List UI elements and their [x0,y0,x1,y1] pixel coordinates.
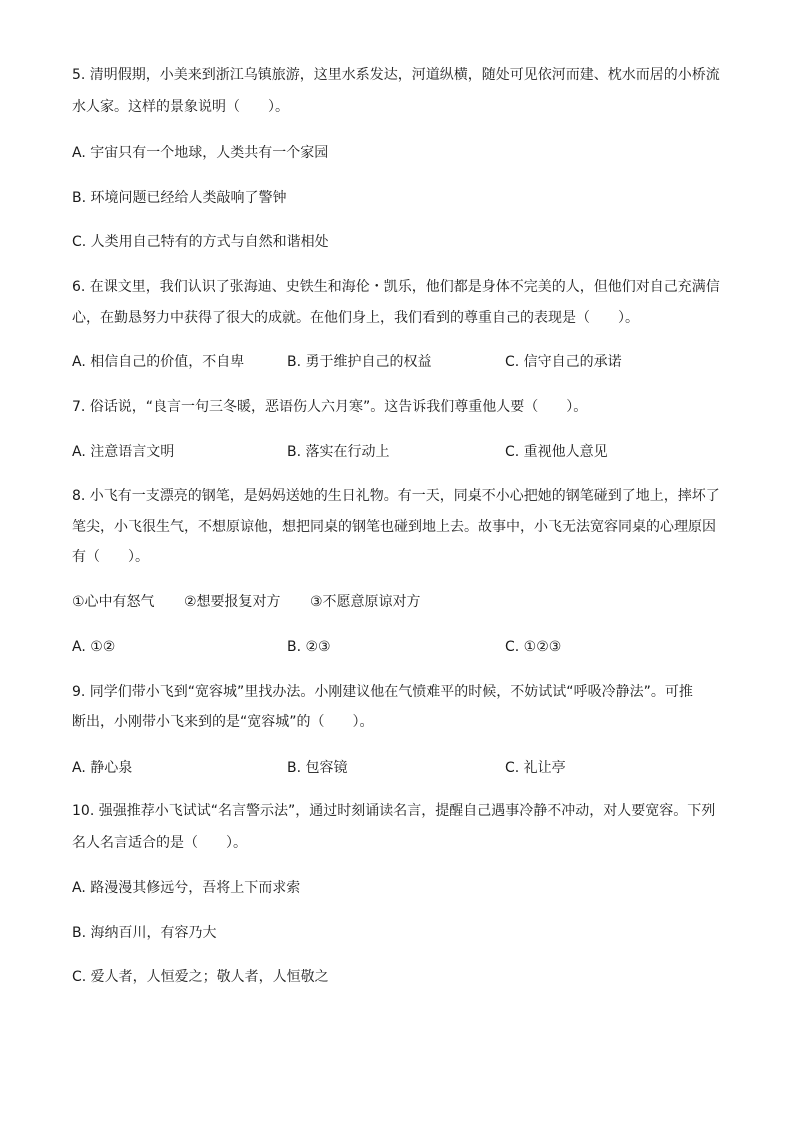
q5-option-b: B. 环境问题已经给人类敲响了警钟 [72,190,287,206]
q8-option-b: B. ②③ [287,639,331,655]
q9-stem-line-1: 9. 同学们带小飞到“宽容城”里找办法。小刚建议他在气愤难平的时候，不妨试试“呼吸冷静法”。可推 [72,684,693,700]
q10-option-b: B. 海纳百川，有容乃大 [72,925,217,941]
q8-option-a: A. ①② [72,639,116,655]
q8-stem-line-1: 8. 小飞有一支漂亮的钢笔，是妈妈送她的生日礼物。有一天，同桌不小心把她的钢笔碰到了地上，摔坏了 [72,488,720,504]
q6-stem-line-1: 6. 在课文里，我们认识了张海迪、史铁生和海伦・凯乐，他们都是身体不完美的人，但他们对自己充满信 [72,279,720,295]
q6-option-c: C. 信守自己的承诺 [505,354,622,370]
q7-option-b: B. 落实在行动上 [287,444,390,460]
q9-stem-line-2: 断出，小刚带小飞来到的是“宽容城”的（ ）。 [72,714,374,730]
q7-option-c: C. 重视他人意见 [505,444,608,460]
q10-stem-line-1: 10. 强强推荐小飞试试“名言警示法”，通过时刻诵读名言，提醒自己遇事冷静不冲动，对人要宽容。下列 [72,803,716,819]
q9-option-b: B. 包容镜 [287,760,348,776]
q8-statement-1: ①心中有怒气 [72,594,155,610]
q8-statement-3: ③不愿意原谅对方 [310,594,421,610]
q8-stem-line-3: 有（ ）。 [72,549,149,565]
q7-option-a: A. 注意语言文明 [72,444,175,460]
q9-option-c: C. 礼让亭 [505,760,566,776]
q10-option-c: C. 爱人者，人恒爱之；敬人者，人恒敬之 [72,969,329,985]
q7-stem-line-1: 7. 俗话说，“良言一句三冬暖，恶语伤人六月寒”。这告诉我们尊重他人要（ ）。 [72,399,588,415]
q9-option-a: A. 静心泉 [72,760,133,776]
q8-statement-2: ②想要报复对方 [184,594,281,610]
q5-option-c: C. 人类用自己特有的方式与自然和谐相处 [72,234,329,250]
q5-option-a: A. 宇宙只有一个地球，人类共有一个家园 [72,145,329,161]
q6-option-a: A. 相信自己的价值，不自卑 [72,354,245,370]
q5-stem-line-2: 水人家。这样的景象说明（ ）。 [72,99,289,115]
q8-stem-line-2: 笔尖，小飞很生气，不想原谅他，想把同桌的钢笔也碰到地上去。故事中，小飞无法宽容同桌的心理原因 [72,519,716,535]
q8-option-c: C. ①②③ [505,639,562,655]
q6-stem-line-2: 心，在勤恳努力中获得了很大的成就。在他们身上，我们看到的尊重自己的表现是（ ）。 [72,310,639,326]
q10-stem-line-2: 名人名言适合的是（ ）。 [72,835,247,851]
q6-option-b: B. 勇于维护自己的权益 [287,354,432,370]
q10-option-a: A. 路漫漫其修远兮，吾将上下而求索 [72,880,301,896]
q5-stem-line-1: 5. 清明假期，小美来到浙江乌镇旅游，这里水系发达，河道纵横，随处可见依河而建、枕水而居的小桥流 [72,67,720,83]
